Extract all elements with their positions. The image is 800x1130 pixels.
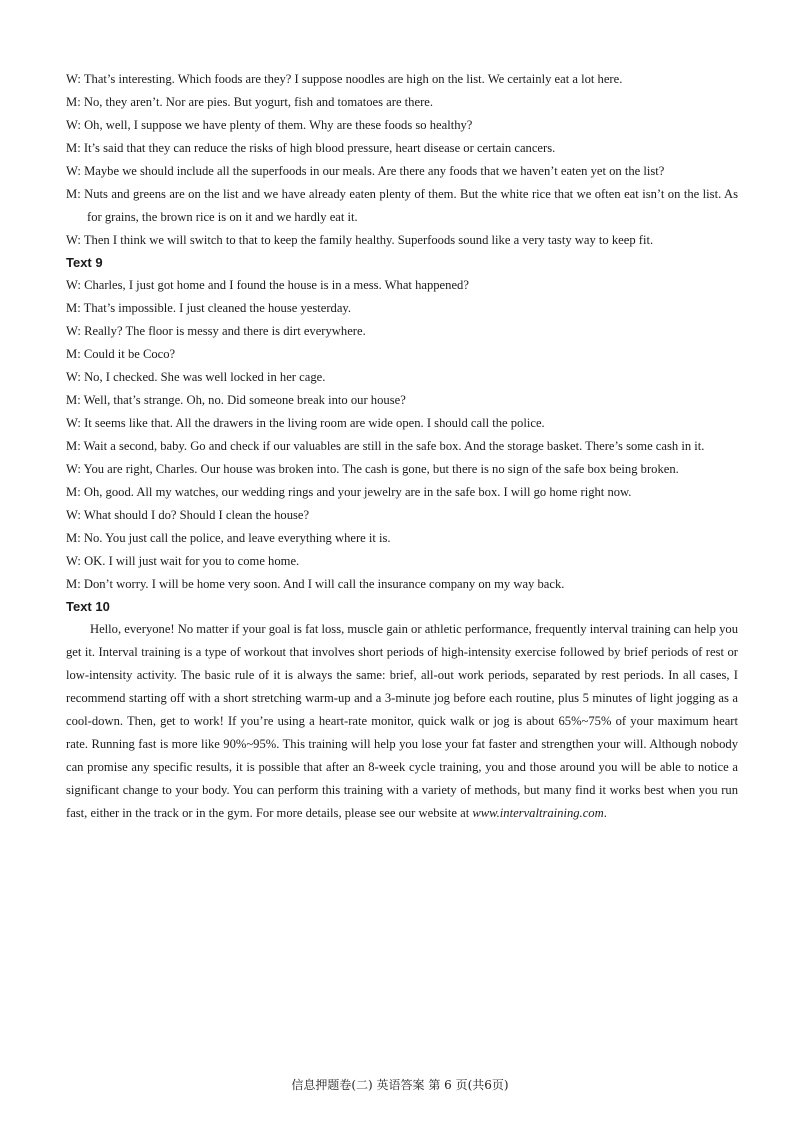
speaker-separator: :: [77, 347, 84, 361]
speaker-label: W: [66, 164, 78, 178]
speaker-separator: :: [77, 141, 84, 155]
speaker-label: M: [66, 531, 78, 545]
dialogue-line: [66, 527, 738, 550]
speaker-label: W: [66, 233, 78, 247]
dialogue-text: It’s said that they can reduce the risks of high blood pressure, heart disease or certain cancers.: [83, 141, 556, 155]
dialogue-text: It seems like that. All the drawers in the living room are wide open. I should call the police.: [84, 416, 545, 430]
dialogue-text: Wait a second, baby. Go and check if our valuables are still in the safe box. And the storage basket. There’s some cash in it.: [83, 439, 705, 453]
dialogue-line: [66, 91, 738, 114]
speaker-separator: :: [77, 393, 84, 407]
text10-paragraph: [66, 618, 738, 825]
speaker-label: M: [66, 485, 78, 499]
dialogue-line: [66, 274, 738, 297]
speaker-separator: :: [77, 554, 85, 568]
dialogue-line: [66, 68, 738, 91]
speaker-separator: :: [77, 233, 84, 247]
speaker-separator: :: [77, 118, 85, 132]
dialogue-line: [66, 550, 738, 573]
speaker-label: W: [66, 554, 78, 568]
dialogue-text: No, they aren’t. Nor are pies. But yogurt, fish and tomatoes are there.: [83, 95, 433, 109]
speaker-label: W: [66, 278, 78, 292]
dialogue-text: Nuts and greens are on the list and we have already eaten plenty of them. But the white rice that we often eat isn’t on the list. As for grains, the brown rice is on it and we hardly eat it.: [84, 187, 738, 224]
dialogue-line: [66, 573, 738, 596]
speaker-separator: :: [77, 370, 85, 384]
speaker-separator: :: [77, 485, 84, 499]
text10-body: Hello, everyone! No matter if your goal is fat loss, muscle gain or athletic performance, frequently interval training can help you get it. Interval training is a type of workout that involves short periods of high-intensity exercise followed by brief periods of rest or low-intensity activity. The basic rule of it is always the same: brief, all-out work periods, separated by rest periods. In all cases, I recommend starting off with a short stretching warm-up and a 3-minute jog before each routine, plus 5 minutes of light jogging as a cool-down. Then, get to work! If you’re using a heart-rate monitor, quick walk or jog is about 65%~75% of your maximum heart rate. Running fast is more like 90%~95%. This training will help you lose your fat faster and strengthen your will. Although nobody can promise any specific results, it is possible that after an 8-week cycle training, you and those around you will be able to notice a significant change to your body. You can perform this training with a variety of methods, but many find it works best when you run fast, either in the track or in the gym. For more details, please see our website at: [66, 622, 739, 820]
speaker-label: W: [66, 462, 78, 476]
website-link: www.intervaltraining.com: [472, 806, 604, 820]
speaker-separator: :: [77, 324, 85, 338]
dialogue-line: [66, 458, 738, 481]
speaker-separator: :: [77, 439, 84, 453]
speaker-label: W: [66, 118, 78, 132]
speaker-separator: :: [77, 462, 84, 476]
dialogue-text: You are right, Charles. Our house was broken into. The cash is gone, but there is no sign of the safe box being broken.: [83, 462, 679, 476]
speaker-label: M: [66, 393, 78, 407]
text9-heading: Text 9: [66, 255, 103, 270]
speaker-label: M: [66, 95, 78, 109]
dialogue-line: [66, 160, 738, 183]
dialogue-text: Oh, good. All my watches, our wedding rings and your jewelry are in the safe box. I will go home right now.: [83, 485, 632, 499]
dialogue-text: Charles, I just got home and I found the house is in a mess. What happened?: [84, 278, 469, 292]
dialogue-line: [66, 366, 738, 389]
text9-dialogue: [66, 274, 738, 596]
dialogue-line: [66, 481, 738, 504]
dialogue-text: No, I checked. She was well locked in her cage.: [84, 370, 326, 384]
speaker-label: M: [66, 141, 78, 155]
dialogue-text: Oh, well, I suppose we have plenty of them. Why are these foods so healthy?: [84, 118, 473, 132]
dialogue-line: [66, 435, 738, 458]
page-footer: 信息押题卷(二) 英语答案 第 6 页(共6页): [291, 1078, 509, 1092]
speaker-separator: :: [77, 164, 85, 178]
speaker-label: W: [66, 324, 78, 338]
text8-dialogue: [66, 68, 738, 252]
speaker-separator: :: [77, 301, 84, 315]
dialogue-text: No. You just call the police, and leave everything where it is.: [83, 531, 391, 545]
dialogue-line: [66, 504, 738, 527]
speaker-separator: :: [77, 531, 84, 545]
dialogue-line: [66, 183, 738, 229]
speaker-separator: :: [77, 416, 85, 430]
speaker-separator: :: [77, 95, 84, 109]
dialogue-text: That’s impossible. I just cleaned the house yesterday.: [83, 301, 352, 315]
dialogue-line: [66, 343, 738, 366]
dialogue-text: Maybe we should include all the superfoods in our meals. Are there any foods that we haven’t eaten yet on the list?: [84, 164, 665, 178]
speaker-label: M: [66, 347, 78, 361]
dialogue-line: [66, 297, 738, 320]
document-body: [66, 68, 738, 825]
speaker-label: W: [66, 416, 78, 430]
text10-heading: Text 10: [66, 599, 110, 614]
speaker-separator: :: [77, 278, 85, 292]
dialogue-text: Don’t worry. I will be home very soon. And I will call the insurance company on my way back.: [83, 577, 565, 591]
dialogue-line: [66, 320, 738, 343]
speaker-separator: :: [77, 72, 84, 86]
dialogue-text: OK. I will just wait for you to come home.: [84, 554, 300, 568]
dialogue-line: [66, 114, 738, 137]
dialogue-line: [66, 229, 738, 252]
dialogue-line: [66, 137, 738, 160]
text10-end: .: [603, 806, 607, 820]
speaker-label: W: [66, 72, 78, 86]
speaker-separator: :: [77, 508, 84, 522]
speaker-separator: :: [77, 577, 84, 591]
dialogue-text: That’s interesting. Which foods are they? I suppose noodles are high on the list. We certainly eat a lot here.: [83, 72, 623, 86]
dialogue-text: Then I think we will switch to that to keep the family healthy. Superfoods sound like a very tasty way to keep fit.: [83, 233, 654, 247]
dialogue-line: [66, 389, 738, 412]
speaker-label: M: [66, 301, 78, 315]
speaker-label: M: [66, 187, 78, 201]
speaker-separator: :: [77, 187, 85, 201]
dialogue-text: Well, that’s strange. Oh, no. Did someone break into our house?: [83, 393, 406, 407]
dialogue-text: Really? The floor is messy and there is dirt everywhere.: [84, 324, 366, 338]
dialogue-text: What should I do? Should I clean the house?: [83, 508, 310, 522]
speaker-label: W: [66, 508, 78, 522]
dialogue-text: Could it be Coco?: [83, 347, 176, 361]
speaker-label: W: [66, 370, 78, 384]
speaker-label: M: [66, 439, 78, 453]
speaker-label: M: [66, 577, 78, 591]
dialogue-line: [66, 412, 738, 435]
